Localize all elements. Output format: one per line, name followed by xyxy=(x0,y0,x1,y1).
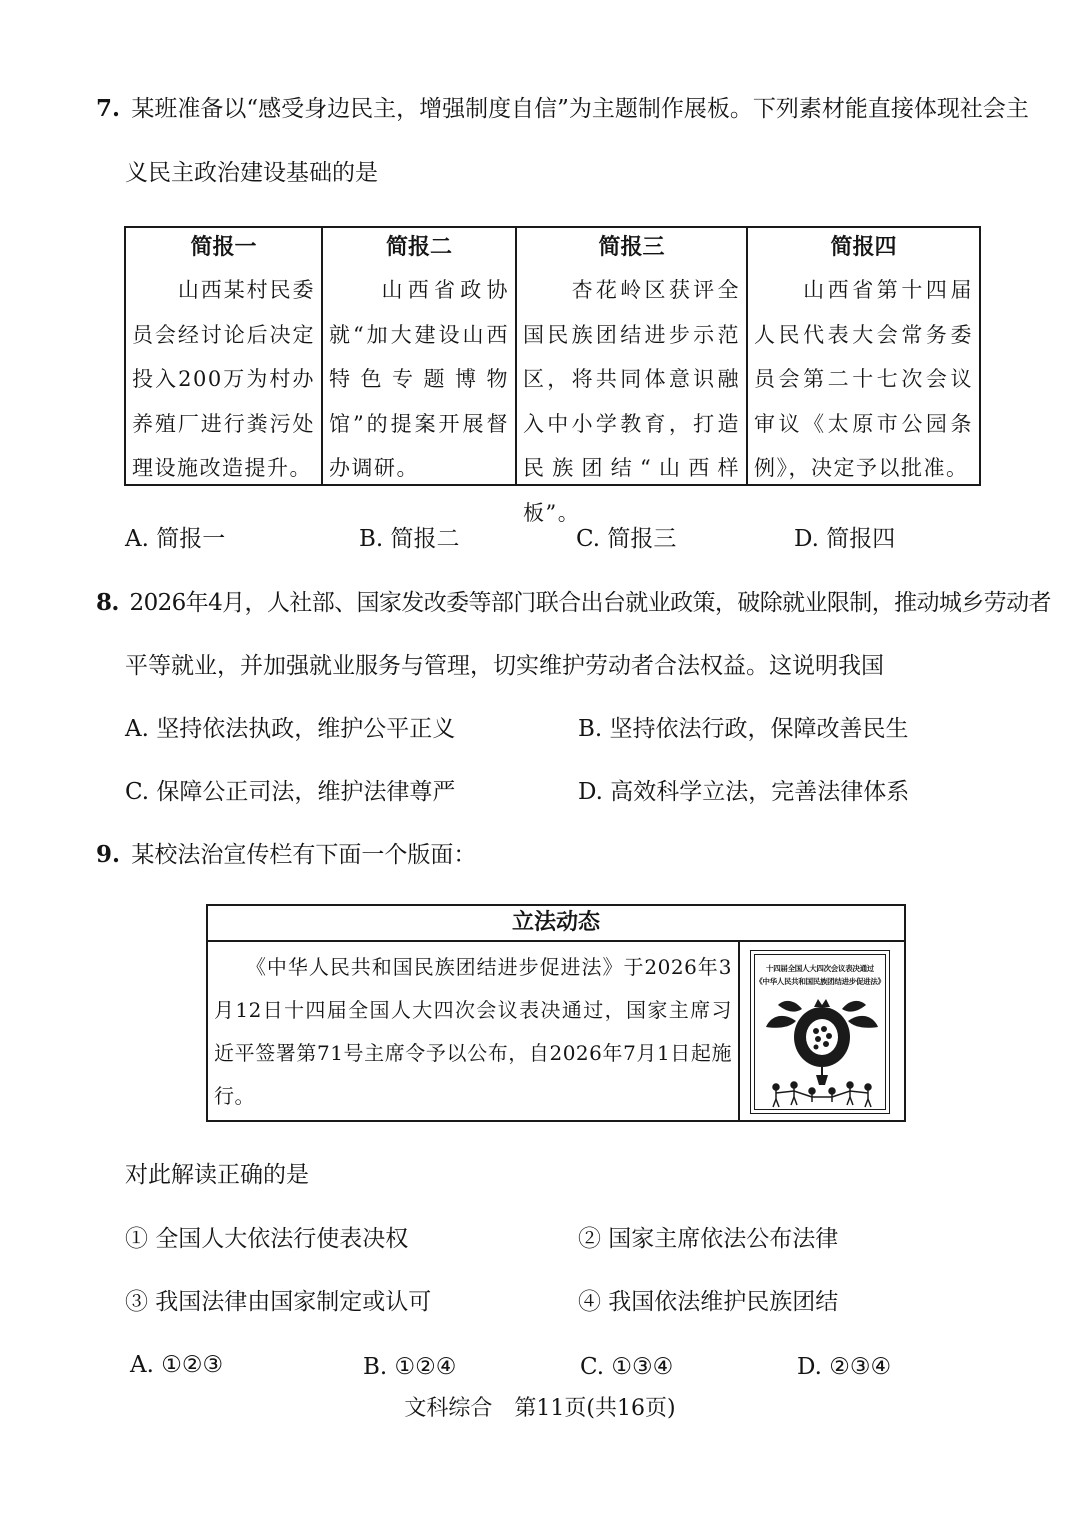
q9-option-b: B. ①②④ xyxy=(363,1354,457,1380)
report-column-1 xyxy=(126,228,323,484)
q7-option-c: C. 简报三 xyxy=(576,526,677,552)
report-title: 简报二 xyxy=(385,235,452,260)
report-text: 山西某村民委员会经讨论后决定投入200万为村办养殖厂进行粪污处理设施改造提升。 xyxy=(132,278,315,480)
q8-option-d: D. 高效科学立法，完善法律体系 xyxy=(578,779,910,805)
report-column-3 xyxy=(517,228,748,525)
q7-stem-line2: 义民主政治建设基础的是 xyxy=(125,160,378,186)
q7-option-d: D. 简报四 xyxy=(794,526,896,552)
report-text: 山西省政协就“加大建设山西特色专题博物馆”的提案开展督办调研。 xyxy=(329,278,509,480)
q7-option-a: A. 简报一 xyxy=(125,526,226,552)
poster-caption-line1: 十四届全国人大四次会议表决通过 xyxy=(766,964,874,973)
q7-number: 7. xyxy=(96,95,121,122)
board-title: 立法动态 xyxy=(208,906,904,942)
pomegranate-unity-icon xyxy=(758,991,886,1109)
q8-option-b: B. 坚持依法行政，保障改善民生 xyxy=(578,716,909,742)
report-text: 山西省第十四届人民代表大会常务委员会第二十七次会议审议《太原市公园条例》，决定予以批准。 xyxy=(754,278,973,480)
q7-option-b: B. 简报二 xyxy=(359,526,460,552)
q8-stem-line2: 平等就业，并加强就业服务与管理，切实维护劳动者合法权益。这说明我国 xyxy=(125,653,884,679)
report-column-4 xyxy=(748,228,979,484)
q9-stem: 9. 某校法治宣传栏有下面一个版面： xyxy=(96,841,477,868)
q9-statement-2: ② 国家主席依法公布法律 xyxy=(578,1226,839,1252)
q8-option-c: C. 保障公正司法，维护法律尊严 xyxy=(125,779,456,805)
q9-option-d: D. ②③④ xyxy=(797,1354,892,1380)
q9-statement-4: ④ 我国依法维护民族团结 xyxy=(578,1289,839,1315)
board-text: 《中华人民共和国民族团结进步促进法》于2026年3月12日十四届全国人大四次会议表决通过，国家主席习近平签署第71号主席令予以公布，自2026年7月1日起施行。 xyxy=(208,942,740,1120)
q9-question: 对此解读正确的是 xyxy=(125,1162,309,1188)
q7-stem-line1: 7. 某班准备以“感受身边民主，增强制度自信”为主题制作展板。下列素材能直接体现社会主 xyxy=(96,95,1029,122)
q8-option-a: A. 坚持依法执政，维护公平正义 xyxy=(125,716,456,742)
report-column-2 xyxy=(323,228,517,484)
report-title: 简报四 xyxy=(830,235,897,260)
q7-report-table xyxy=(124,226,981,525)
q9-option-a: A. ①②③ xyxy=(130,1352,224,1378)
q9-statement-3: ③ 我国法律由国家制定或认可 xyxy=(125,1289,432,1315)
report-text: 杏花岭区获评全国民族团结进步示范区，将共同体意识融入中小学教育，打造民族团结“山西样板”。 xyxy=(523,278,740,525)
q9-number: 9. xyxy=(96,841,121,868)
law-poster-image xyxy=(750,950,890,1114)
page-footer: 文科综合 第11页(共16页) xyxy=(404,1396,676,1421)
q8-number: 8. xyxy=(96,589,119,616)
report-title: 简报一 xyxy=(190,235,257,260)
report-title: 简报三 xyxy=(598,235,665,260)
legislation-news-board xyxy=(206,904,906,1122)
q8-stem-line1: 8. 2026年4月，人社部、国家发改委等部门联合出台就业政策，破除就业限制，推动城乡劳动者 xyxy=(96,589,1051,616)
q9-statement-1: ① 全国人大依法行使表决权 xyxy=(125,1226,409,1252)
poster-caption-line2: 《中华人民共和国民族团结进步促进法》 xyxy=(755,977,885,986)
q9-option-c: C. ①③④ xyxy=(580,1354,674,1380)
